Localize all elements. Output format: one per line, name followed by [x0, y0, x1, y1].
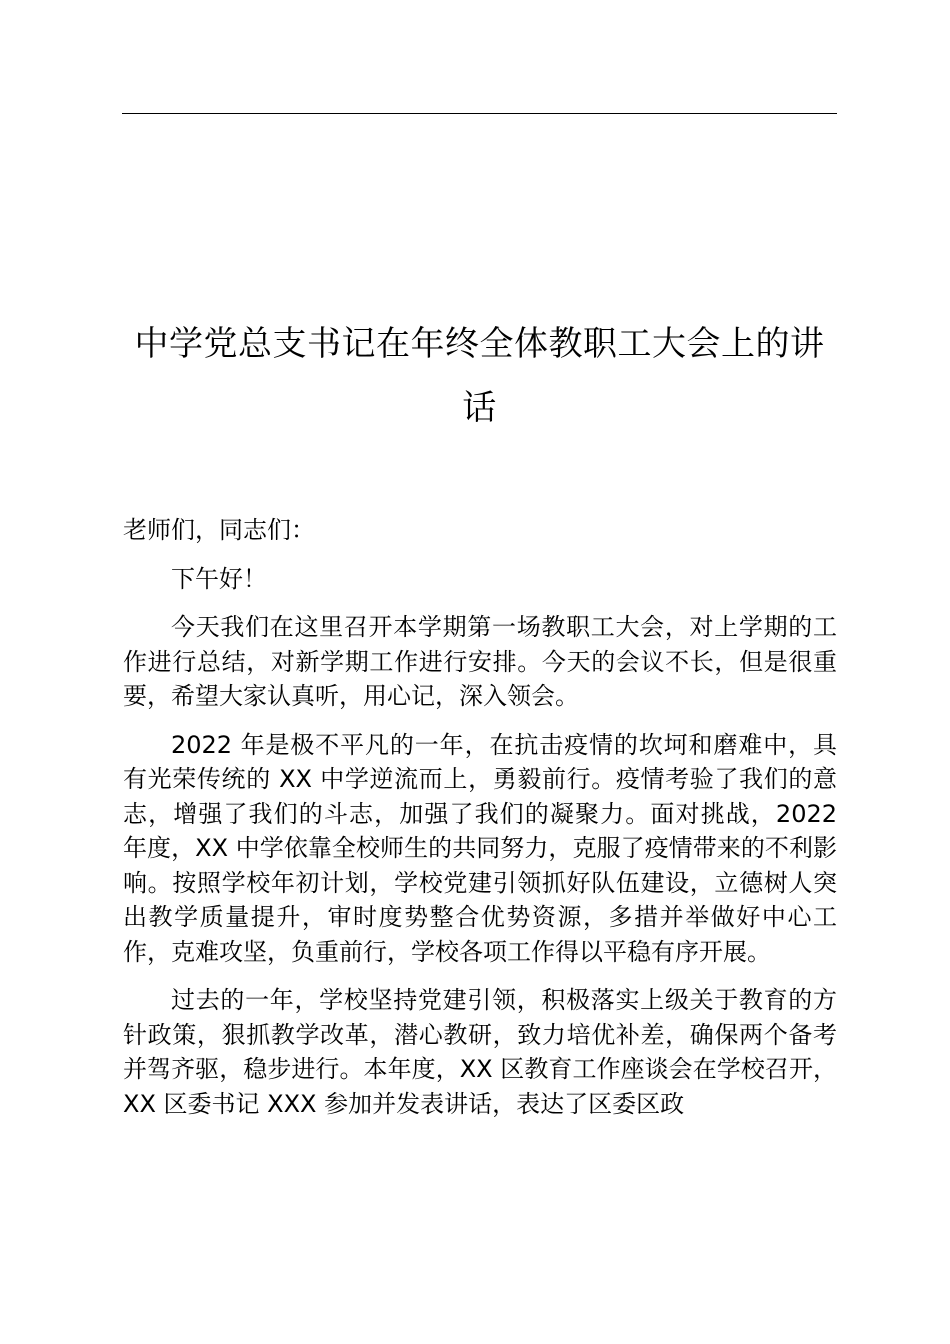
paragraph-2022-review: 2022 年是极不平凡的一年，在抗击疫情的坎坷和磨难中，具有光荣传统的 XX 中学逆流而上，勇毅前行。疫情考验了我们的意志，增强了我们的斗志，加强了我们的凝聚力。面对挑战，2022 年度，XX 中学依靠全校师生的共同努力，克服了疫情带来的不利影响。按照学校年初计划，学校党建引领抓好队伍建设，立德树人突出教学质量提升，审时度势整合优势资源，多措并举做好中心工作，克难攻坚，负重前行，学校各项工作得以平稳有序开展。: [123, 730, 837, 966]
salutation: 老师们，同志们：: [123, 516, 315, 544]
paragraph-opening: 今天我们在这里召开本学期第一场教职工大会，对上学期的工作进行总结，对新学期工作进行安排。今天的会议不长，但是很重要，希望大家认真听，用心记，深入领会。: [123, 613, 837, 710]
paragraph-past-year: 过去的一年，学校坚持党建引领，积极落实上级关于教育的方针政策，狠抓教学改革，潜心教研，致力培优补差，确保两个备考并驾齐驱，稳步进行。本年度，XX 区教育工作座谈会在学校召开，XX 区委书记 XXX 参加并发表讲话，表达了区委区政: [123, 986, 837, 1118]
header-rule: [122, 113, 837, 114]
document-title: 中学党总支书记在年终全体教职工大会上的讲话: [134, 324, 825, 428]
paragraph-greeting: 下午好！: [171, 564, 267, 593]
document-body: [123, 513, 837, 1135]
